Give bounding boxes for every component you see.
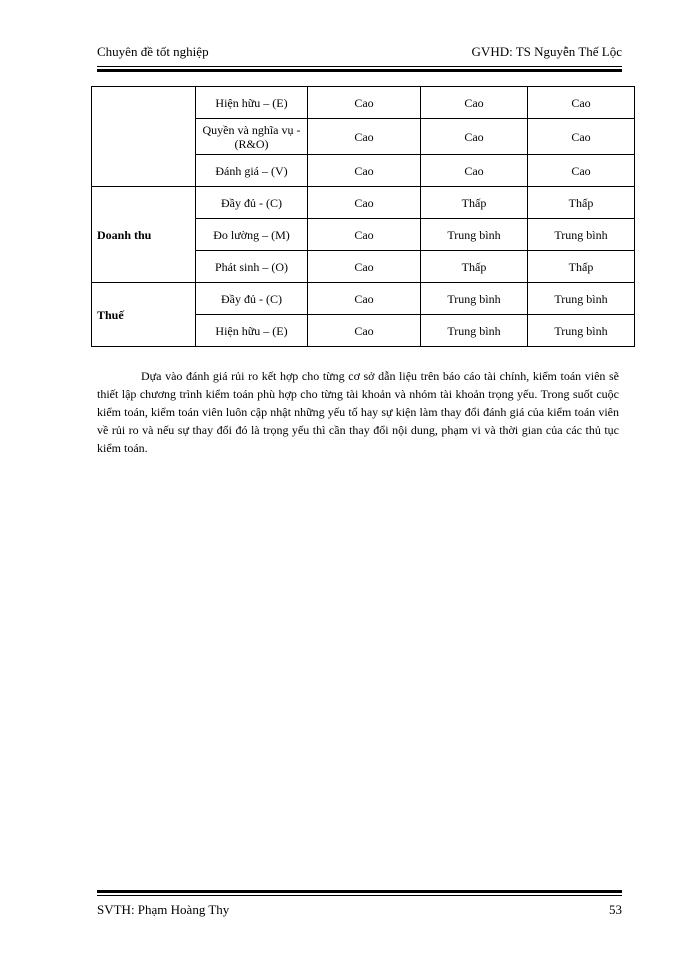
risk-cell: Cao xyxy=(308,187,421,219)
risk-cell: Trung bình xyxy=(421,219,528,251)
header-title: Chuyên đề tốt nghiệp xyxy=(97,44,209,59)
table-row xyxy=(92,283,635,315)
risk-cell: Trung bình xyxy=(421,283,528,315)
risk-cell: Trung bình xyxy=(528,283,635,315)
risk-cell: Cao xyxy=(308,315,421,347)
footer-author: SVTH: Phạm Hoàng Thy xyxy=(97,902,230,917)
risk-cell: Trung bình xyxy=(528,315,635,347)
risk-cell: Cao xyxy=(528,87,635,119)
risk-cell: Cao xyxy=(421,87,528,119)
page-number: 53 xyxy=(609,902,622,917)
assertion-cell: Hiện hữu – (E) xyxy=(196,87,308,119)
risk-cell: Cao xyxy=(308,251,421,283)
assertion-cell: Đo lường – (M) xyxy=(196,219,308,251)
risk-cell: Thấp xyxy=(528,187,635,219)
assertion-cell: Quyền và nghĩa vụ - (R&O) xyxy=(196,119,308,155)
risk-cell: Cao xyxy=(308,119,421,155)
risk-assessment-table xyxy=(91,86,635,347)
assertion-cell: Đánh giá – (V) xyxy=(196,155,308,187)
header-rule-thick xyxy=(97,69,622,72)
body-paragraph: Dựa vào đánh giá rủi ro kết hợp cho từng cơ sở dẫn liệu trên báo cáo tài chính, kiểm toán viên sẽ thiết lập chương trình kiểm toán phù hợp cho từng tài khoản và nhóm tài khoản trọng yếu. Trong suốt cuộc kiểm toán, kiểm toán viên luôn cập nhật những yếu tố hay sự kiện làm thay đổi đánh giá của kiểm toán viên về rủi ro và nếu sự thay đổi đó là trọng yếu thì cần thay đổi nội dung, phạm vi và thời gian của các thủ tục kiểm toán. xyxy=(97,369,619,455)
assertion-cell: Phát sinh – (O) xyxy=(196,251,308,283)
footer-rule-thick xyxy=(97,890,622,893)
assertion-cell: Đầy đủ - (C) xyxy=(196,283,308,315)
risk-cell: Trung bình xyxy=(421,315,528,347)
risk-cell: Thấp xyxy=(421,251,528,283)
group-cell-doanh-thu: Doanh thu xyxy=(92,187,196,283)
table-row xyxy=(92,87,635,119)
page-footer xyxy=(97,902,622,922)
table-row xyxy=(92,187,635,219)
risk-cell: Cao xyxy=(308,283,421,315)
risk-cell: Cao xyxy=(421,155,528,187)
page-header xyxy=(97,44,622,64)
header-rule-thin xyxy=(97,66,622,67)
assertion-cell: Hiện hữu – (E) xyxy=(196,315,308,347)
risk-cell: Cao xyxy=(308,87,421,119)
header-advisor: GVHD: TS Nguyễn Thế Lộc xyxy=(471,44,622,59)
risk-cell: Cao xyxy=(308,219,421,251)
risk-cell: Cao xyxy=(528,119,635,155)
footer-rule-thin xyxy=(97,895,622,896)
risk-cell: Cao xyxy=(308,155,421,187)
risk-cell: Cao xyxy=(528,155,635,187)
risk-cell: Thấp xyxy=(528,251,635,283)
risk-cell: Thấp xyxy=(421,187,528,219)
risk-cell: Trung bình xyxy=(528,219,635,251)
group-cell-blank xyxy=(92,87,196,187)
assertion-cell: Đầy đủ - (C) xyxy=(196,187,308,219)
risk-cell: Cao xyxy=(421,119,528,155)
group-cell-thue: Thuế xyxy=(92,283,196,347)
